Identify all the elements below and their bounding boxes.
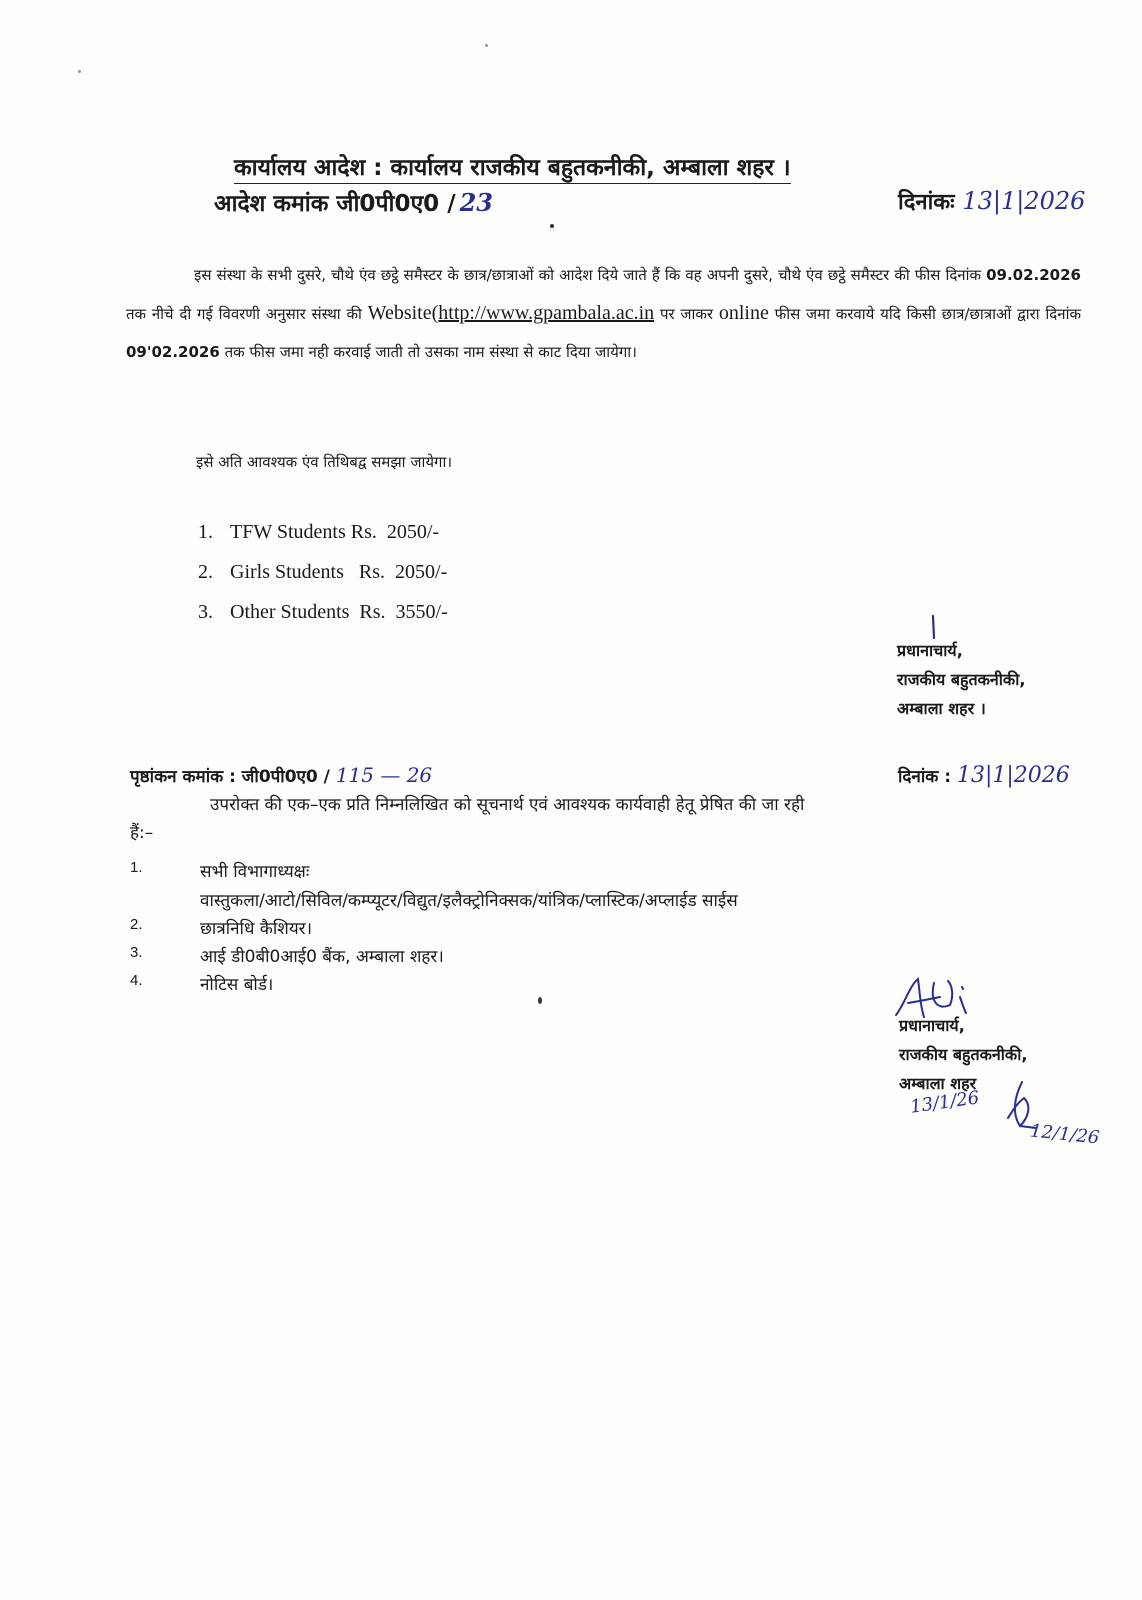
online-word: online xyxy=(718,302,769,324)
endorsement-number-line xyxy=(130,763,432,787)
principal-signature-block xyxy=(897,636,1025,723)
endorsement-label: पृष्ठांकन कमांक : जी0पी0ए0 / xyxy=(130,767,330,787)
distribution-number: 2. xyxy=(130,916,143,933)
distribution-text: सभी विभागाध्यक्षः xyxy=(200,862,310,882)
fee-item-number: 3. xyxy=(198,601,213,623)
urgent-note: इसे अति आवश्यक एंव तिथिबद्व समझा जायेगा। xyxy=(196,453,453,471)
signature-city: अम्बाला शहर xyxy=(899,1074,977,1093)
fee-item-text: Other Students Rs. 3550/- xyxy=(230,601,448,623)
fee-item-number: 2. xyxy=(198,561,213,583)
distribution-text: छात्रनिधि कैशियर। xyxy=(200,919,313,939)
order-date-handwritten: 13|1|2026 xyxy=(962,187,1086,215)
fee-item xyxy=(198,560,448,600)
endorsement-date-line xyxy=(898,763,1070,788)
signature-designation: प्रधानाचार्य, xyxy=(897,641,963,660)
handwritten-date-note-2: 12/1/26 xyxy=(1029,1120,1101,1149)
fee-deadline-date: 09.02.2026 xyxy=(986,266,1081,284)
order-body-paragraph xyxy=(126,256,1081,371)
signature-designation: प्रधानाचार्य, xyxy=(899,1016,965,1035)
order-date-label: दिनांकः xyxy=(898,190,955,215)
handwritten-date-note: 13/1/26 xyxy=(908,1087,981,1118)
website-word: Website( xyxy=(367,302,439,324)
order-number-handwritten: 23 xyxy=(459,188,493,217)
fee-item-number: 1. xyxy=(198,521,213,543)
fee-item xyxy=(198,600,448,640)
scan-speck xyxy=(538,997,542,1004)
signature-city: अम्बाला शहर । xyxy=(897,699,986,718)
para-text-1: इस संस्था के सभी दुसरे, चौथे एंव छट्ठे समैस्टर के छात्र/छात्राओं को आदेश दिये जाते हैं कि वह अपनी दुसरे, चौथे एंव छट्ठे समैस्टर की फीस दिनांक xyxy=(194,266,982,284)
para-text-2: तक नीचे दी गई विवरणी अनुसार संस्था की xyxy=(126,305,362,323)
fee-item-text: TFW Students Rs. 2050/- xyxy=(230,521,440,543)
distribution-number: 3. xyxy=(130,944,143,961)
copy-intro-text: उपरोक्त की एक–एक प्रति निम्नलिखित को सूचनार्थ एवं आवश्यक कार्यवाही हेतू प्रेषित की जा रही xyxy=(210,795,805,815)
fee-item xyxy=(198,520,448,560)
fee-item-text: Girls Students Rs. 2050/- xyxy=(230,561,448,583)
distribution-text: आई डी0बी0आई0 बैंक, अम्बाला शहर। xyxy=(200,947,444,967)
order-title: कार्यालय आदेश : कार्यालय राजकीय बहुतकनीकी, अम्बाला शहर । xyxy=(234,150,791,184)
fee-deadline-date-2: 09'02.2026 xyxy=(126,343,220,361)
order-number-label: आदेश कमांक जी0पी0ए0 / xyxy=(214,191,456,217)
order-number-line xyxy=(214,186,493,218)
endorsement-date-label: दिनांक : xyxy=(898,767,952,787)
website-link[interactable]: http://www.gpambala.ac.in xyxy=(438,302,655,324)
copy-intro-tail: हैं:– xyxy=(130,823,154,843)
distribution-text: नोटिस बोर्ड। xyxy=(200,975,274,995)
para-text-5: तक फीस जमा नही करवाई जाती तो उसका नाम संस्था से काट दिया जायेगा। xyxy=(224,343,637,361)
scan-speck xyxy=(78,70,81,73)
endorsement-date-handwritten: 13|1|2026 xyxy=(956,763,1070,788)
signature-institute: राजकीय बहुतकनीकी, xyxy=(899,1045,1028,1064)
para-text-4: फीस जमा करवाये यदि किसी छात्र/छात्राओं द्वारा दिनांक xyxy=(774,305,1081,323)
distribution-number: 4. xyxy=(130,972,143,989)
distribution-text: वास्तुकला/आटो/सिविल/कम्प्यूटर/विद्युत/इलैक्ट्रोनिक्सक/यांत्रिक/प्लास्टिक/अप्लाईड साईस xyxy=(200,891,738,911)
para-text-3: पर जाकर xyxy=(659,305,714,323)
scan-speck xyxy=(485,44,488,47)
fee-list xyxy=(198,520,448,640)
signature-institute: राजकीय बहुतकनीकी, xyxy=(897,670,1026,689)
scan-speck xyxy=(550,224,554,228)
distribution-number: 1. xyxy=(130,859,143,876)
endorsement-number-handwritten: 115 — 26 xyxy=(335,763,433,787)
order-date-line xyxy=(898,186,1085,216)
